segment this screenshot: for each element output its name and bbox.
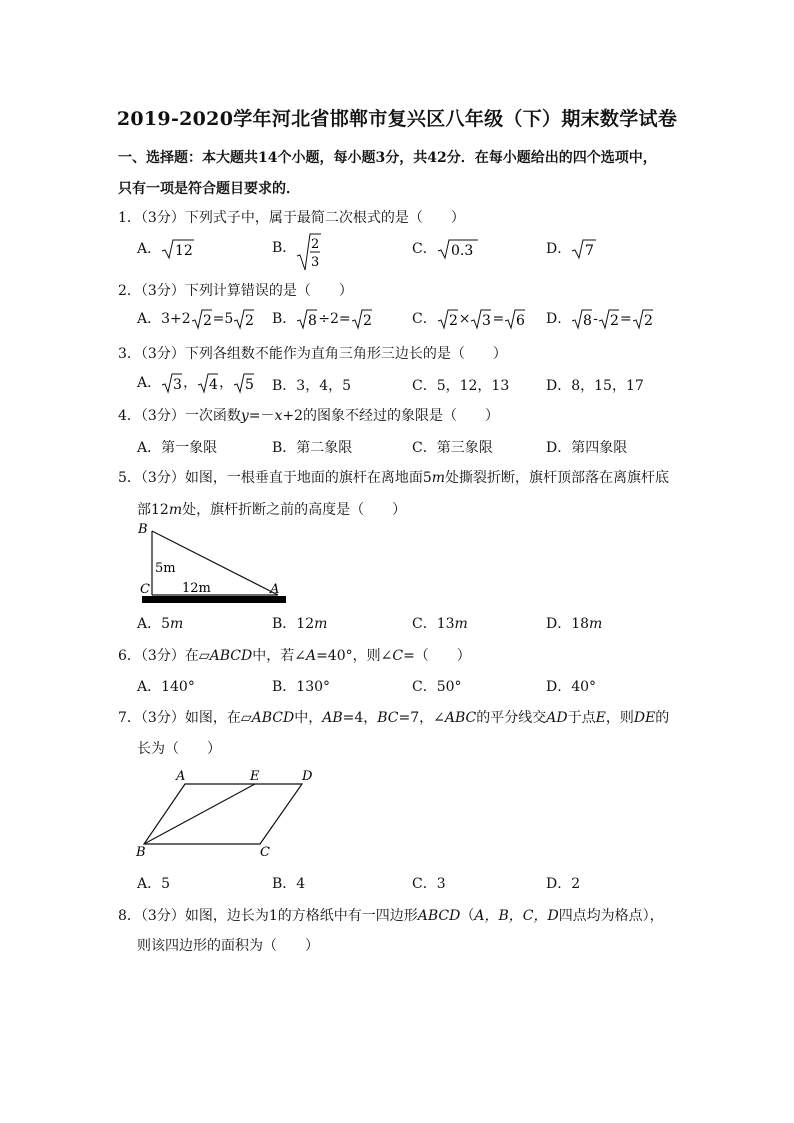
q3-option-b: B．3，4，5 (272, 378, 352, 394)
q3-option-d: D．8，15，17 (546, 378, 644, 394)
label-B: B (136, 845, 146, 860)
sqrt-2 (437, 308, 459, 330)
sqrt-8 (571, 308, 593, 330)
q5-option-c: C．13m (412, 616, 468, 632)
sqrt-5 (233, 372, 255, 394)
q6-stem: 6．（3分）在▱ABCD中，若∠A=40°，则∠C=（ ） (118, 648, 471, 664)
label-C: C (260, 845, 270, 860)
label-D: D (302, 769, 313, 784)
sqrt-7 (571, 238, 597, 260)
label-5m: 5m (155, 561, 176, 576)
sqrt-2 (233, 308, 255, 330)
sqrt-3 (161, 372, 183, 394)
svg-text:8: 8 (583, 313, 593, 329)
svg-text:2: 2 (245, 313, 255, 329)
svg-text:2: 2 (362, 313, 372, 329)
q2-option-b: B． 8 ÷2= 2 (272, 308, 373, 330)
q7-option-b: B．4 (272, 876, 306, 892)
q6-option-a: A．140° (137, 679, 195, 695)
q1-option-d: D． 7 (546, 238, 597, 260)
svg-text:0.3: 0.3 (450, 243, 473, 259)
q3-option-a: A． 3 ， 4 ， 5 (137, 372, 255, 394)
svg-text:2: 2 (202, 313, 212, 329)
q5-option-b: B．12m (272, 616, 328, 632)
sqrt-2-over-3 (296, 232, 322, 272)
q4-option-c: C．第三象限 (412, 440, 493, 456)
label-A: A (176, 769, 186, 784)
section-heading-line2: 只有一项是符合题目要求的． (118, 181, 300, 197)
q1-option-b: B． 2 3 (272, 232, 322, 272)
sqrt-8 (296, 308, 318, 330)
svg-text:4: 4 (209, 377, 219, 393)
label-B: B (138, 522, 148, 537)
q1-option-c: C． 0.3 (412, 238, 479, 260)
q5-stem-line2: 部12m处，旗杆折断之前的高度是（ ） (137, 502, 407, 518)
q7-option-c: C．3 (412, 876, 446, 892)
svg-text:2: 2 (448, 313, 458, 329)
label-A: A (270, 582, 280, 597)
q5-stem-line1: 5．（3分）如图，一根垂直于地面的旗杆在离地面5m处撕裂折断，旗杆顶部落在离旗杆底 (118, 470, 670, 486)
q6-option-c: C．50° (412, 679, 462, 695)
svg-text:5: 5 (245, 377, 255, 393)
svg-text:12: 12 (175, 243, 193, 259)
q8-stem-line2: 则该四边形的面积为（ ） (137, 938, 319, 954)
q5-option-d: D．18m (546, 616, 603, 632)
q7-option-a: A．5 (137, 876, 171, 892)
svg-text:2: 2 (609, 313, 619, 329)
q7-stem-line2: 长为（ ） (137, 741, 221, 757)
sqrt-2 (632, 308, 654, 330)
q1-option-a: A． 12 (137, 238, 195, 260)
label-C: C (140, 582, 150, 597)
sqrt-2 (351, 308, 373, 330)
flagpole-figure (136, 518, 292, 608)
q2-option-a: A．3+2 2 =5 2 (137, 308, 255, 330)
q4-option-b: B．第二象限 (272, 440, 353, 456)
q3-option-c: C．5，12，13 (412, 378, 510, 394)
svg-text:2: 2 (643, 313, 653, 329)
q2-stem: 2．（3分）下列计算错误的是（ ） (118, 283, 353, 299)
svg-text:2: 2 (311, 237, 320, 252)
q6-option-b: B．130° (272, 679, 331, 695)
q5-option-a: A．5m (137, 616, 184, 632)
sqrt-0-3 (437, 238, 479, 260)
q1-stem: 1．（3分）下列式子中，属于最简二次根式的是（ ） (118, 210, 465, 226)
parallelogram-abcd (144, 784, 302, 844)
svg-text:3: 3 (173, 377, 183, 393)
q2-option-c: C． 2 × 3 = 6 (412, 308, 526, 330)
q7-stem-line1: 7．（3分）如图，在▱ABCD中，AB=4，BC=7，∠ABC的平分线交AD于点E，则DE的 (118, 710, 670, 726)
q2-option-d: D． 8 - 2 = 2 (546, 308, 654, 330)
sqrt-12 (161, 238, 195, 260)
label-E: E (250, 769, 260, 784)
sqrt-6 (504, 308, 526, 330)
q4-option-d: D．第四象限 (546, 440, 628, 456)
sqrt-2 (191, 308, 213, 330)
svg-text:3: 3 (482, 313, 492, 329)
svg-text:7: 7 (585, 243, 595, 259)
q4-stem: 4．（3分）一次函数y=－x+2的图象不经过的象限是（ ） (118, 408, 500, 424)
q4-option-a: A．第一象限 (137, 440, 218, 456)
page-title: 2019-2020学年河北省邯郸市复兴区八年级（下）期末数学试卷 (116, 108, 678, 130)
sqrt-3 (470, 308, 492, 330)
ground-bar (142, 596, 286, 603)
sqrt-2 (598, 308, 620, 330)
q8-stem-line1: 8．（3分）如图，边长为1的方格纸中有一四边形ABCD（A，B，C，D四点均为格点）， (118, 908, 664, 924)
bisector-be (144, 784, 255, 844)
svg-text:3: 3 (311, 255, 320, 270)
section-heading-line1: 一、选择题：本大题共14个小题，每小题3分，共42分．在每小题给出的四个选项中， (118, 150, 657, 166)
q3-stem: 3．（3分）下列各组数不能作为直角三角形三边长的是（ ） (118, 346, 507, 362)
sqrt-4 (197, 372, 219, 394)
svg-text:6: 6 (516, 313, 526, 329)
q7-option-d: D．2 (546, 876, 581, 892)
parallelogram-figure (132, 766, 322, 862)
q6-option-d: D．40° (546, 679, 597, 695)
label-12m: 12m (182, 581, 211, 596)
svg-text:8: 8 (308, 313, 318, 329)
